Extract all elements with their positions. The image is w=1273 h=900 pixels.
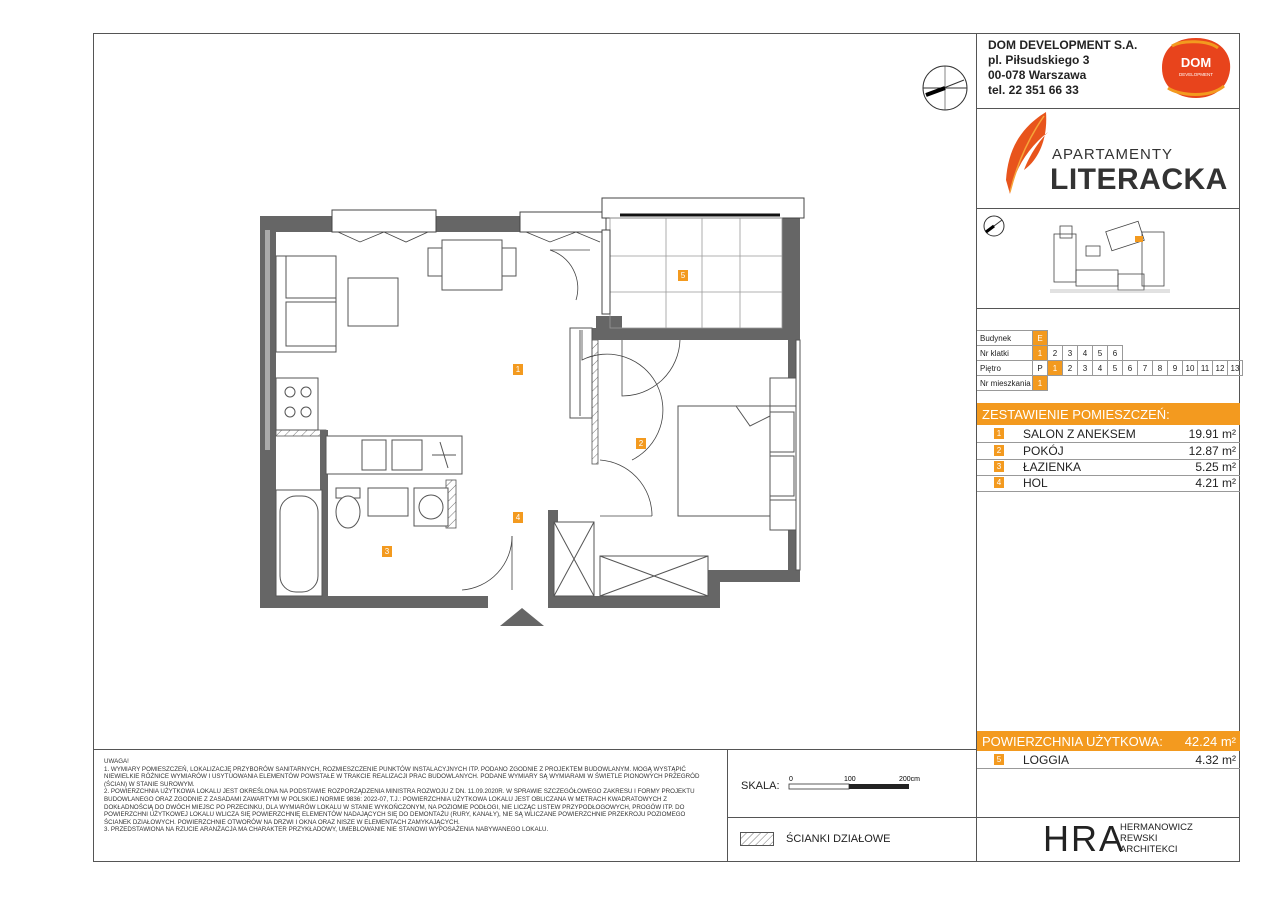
- info-table-empty-cell: [1213, 346, 1228, 361]
- dining-set: [428, 240, 516, 290]
- info-table-row: [977, 346, 1243, 361]
- project-title: LITERACKA: [1050, 163, 1228, 196]
- info-table-label: Nr klatki: [977, 346, 1033, 361]
- scale-tick-200: 200cm: [899, 776, 921, 783]
- legend-label: ŚCIANKI DZIAŁOWE: [786, 833, 891, 845]
- info-table-empty-cell: [1213, 376, 1228, 391]
- info-table-empty-cell: [1093, 331, 1108, 346]
- partition-legend-swatch: [740, 832, 774, 846]
- architect-line2: REWSKI: [1120, 833, 1158, 844]
- room-number: 4: [994, 477, 1004, 488]
- plan-label-room-3: 3: [382, 546, 392, 557]
- info-table-cell: 7: [1138, 361, 1153, 376]
- plan-label-room-5: 5: [678, 270, 688, 281]
- info-table-empty-cell: [1078, 331, 1093, 346]
- info-table-row: [977, 361, 1243, 376]
- info-table-cell: 13: [1228, 361, 1243, 376]
- info-table-empty-cell: [1168, 376, 1183, 391]
- info-table-empty-cell: [1153, 346, 1168, 361]
- info-table-row: [977, 331, 1243, 346]
- scale-label: SKALA:: [741, 780, 780, 792]
- info-table-cell: 6: [1123, 361, 1138, 376]
- room-area: 12.87 m²: [1188, 444, 1236, 458]
- key-plan: [980, 212, 1236, 304]
- info-table-cell: 2: [1063, 361, 1078, 376]
- info-table-cell: P: [1033, 361, 1048, 376]
- bed: [678, 378, 798, 530]
- info-table-empty-cell: [1108, 376, 1123, 391]
- info-table-empty-cell: [1153, 331, 1168, 346]
- architect-logo: HRA: [1043, 818, 1126, 859]
- compass-icon: [918, 62, 972, 114]
- info-table-empty-cell: [1198, 331, 1213, 346]
- room-name: HOL: [1023, 476, 1048, 490]
- info-table-cell: 3: [1063, 346, 1078, 361]
- divider-brand: [977, 208, 1240, 209]
- scale-bar: [786, 774, 926, 794]
- room-name: LOGGIA: [1023, 753, 1070, 767]
- info-table-empty-cell: [1078, 376, 1093, 391]
- sofa: [276, 256, 336, 352]
- loggia-floor: [610, 218, 782, 328]
- info-table-empty-cell: [1063, 331, 1078, 346]
- info-table-empty-cell: [1153, 376, 1168, 391]
- info-table-empty-cell: [1093, 376, 1108, 391]
- room-name: POKÓJ: [1023, 444, 1064, 458]
- room-number: 5: [994, 754, 1004, 765]
- info-table-cell: 1: [1033, 376, 1048, 391]
- note-item: 2. POWIERZCHNIA UŻYTKOWA LOKALU JEST OKREŚLONA NA PODSTAWIE ROZPORZĄDZENIA MINISTRA ROZWOJU Z DN. 11.09.2020R. W SPRAWIE SZCZEGÓŁOWEGO ZAKRESU I FORMY PROJEKTU BUDOWLANEGO ORAZ ZGODNIE Z ZASADAMI ZAWARTYMI W POLSKIEJ NORMIE 9836: 2022-07, T.J.: POWIERZCHNIA UŻYTKOWA LOKALU JEST OBLICZANA W METRACH KWADRATOWYCH Z DOKŁADNOŚCIĄ DO DWÓCH MIEJSC PO PRZECINKU, DLA WYMIARÓW LOKALU W STANIE WYKOŃCZONYM, NA POZIOMIE PODŁOGI, NIE LICZĄC LISTEW PRZYPODŁOGOWYCH, PROGÓW ITP. DO POWIERZCHNI UŻYTKOWEJ LOKALU WLICZA SIĘ POWIERZCHNIĘ ELEMENTÓW NADAJĄCYCH SIĘ DO DEMONTAŻU (RURY, KANAŁY), NIE SĄ WLICZANE POWIERZCHNIE PRZEKROJU POZIOMEGO ŚCIANEK DZIAŁOWYCH. POWIERZCHNIE OTWORÓW NA DRZWI I OKNA ORAZ NISZE W ELEMENTACH ZAMYKAJĄCYCH.: [104, 788, 695, 826]
- info-table-label: Piętro: [977, 361, 1033, 376]
- divider-scale: [727, 749, 728, 862]
- project-subtitle: APARTAMENTY: [1052, 146, 1174, 163]
- info-table-cell: 3: [1078, 361, 1093, 376]
- info-table-empty-cell: [1183, 331, 1198, 346]
- info-table-cell: 5: [1093, 346, 1108, 361]
- key-plan-compass-icon: [984, 216, 1004, 236]
- room-number: 1: [994, 428, 1004, 439]
- architect-line3: ARCHITEKCI: [1120, 844, 1178, 855]
- info-table-empty-cell: [1228, 376, 1243, 391]
- company-address1: pl. Piłsudskiego 3: [988, 53, 1090, 67]
- plan-label-room-4: 4: [513, 512, 523, 523]
- info-table-cell: 8: [1153, 361, 1168, 376]
- scale-tick-0: 0: [789, 776, 793, 783]
- room-number: 2: [994, 445, 1004, 456]
- info-table-empty-cell: [1123, 331, 1138, 346]
- floor-plan: [250, 190, 820, 630]
- divider-notes: [93, 749, 977, 750]
- room-row: [977, 426, 1240, 443]
- info-table-empty-cell: [1183, 346, 1198, 361]
- room-name: ŁAZIENKA: [1023, 460, 1082, 474]
- tv-stand: [570, 328, 592, 418]
- architect-line1: HERMANOWICZ: [1120, 822, 1193, 833]
- plan-label-room-2: 2: [636, 438, 646, 449]
- info-table-empty-cell: [1048, 376, 1063, 391]
- info-table-cell: 4: [1078, 346, 1093, 361]
- info-table-cell: 12: [1213, 361, 1228, 376]
- plan-label-room-1: 1: [513, 364, 523, 375]
- room-row: [977, 475, 1240, 492]
- info-table-empty-cell: [1108, 331, 1123, 346]
- company-name: DOM DEVELOPMENT S.A.: [988, 38, 1138, 52]
- room-name: SALON Z ANEKSEM: [1023, 427, 1136, 441]
- info-table-empty-cell: [1063, 376, 1078, 391]
- summary-header-label: ZESTAWIENIE POMIESZCZEŃ:: [982, 407, 1170, 422]
- info-table-empty-cell: [1123, 346, 1138, 361]
- wardrobes: [554, 522, 708, 596]
- coffee-table: [348, 278, 398, 326]
- dom-development-logo: [1158, 36, 1234, 100]
- company-address2: 00-078 Warszawa: [988, 68, 1087, 82]
- info-table-empty-cell: [1183, 376, 1198, 391]
- info-table-cell: 6: [1108, 346, 1123, 361]
- info-table-row: [977, 376, 1243, 391]
- info-table-empty-cell: [1138, 331, 1153, 346]
- usable-area-label: POWIERZCHNIA UŻYTKOWA:: [982, 734, 1163, 749]
- info-table-empty-cell: [1138, 346, 1153, 361]
- feather-icon: [1000, 110, 1054, 196]
- scale-tick-100: 100: [844, 776, 856, 783]
- info-table-cell: 11: [1198, 361, 1213, 376]
- divider-company: [977, 108, 1240, 109]
- room-row: [977, 443, 1240, 460]
- summary-header: [977, 403, 1240, 425]
- divider-keyplan: [977, 308, 1240, 309]
- info-table-cell: E: [1033, 331, 1048, 346]
- notes-block: [104, 758, 714, 834]
- kitchen: [276, 378, 462, 474]
- room-area: 4.32 m²: [1195, 753, 1236, 767]
- room-area: 19.91 m²: [1188, 427, 1236, 441]
- info-table-cell: 5: [1108, 361, 1123, 376]
- bathroom: [276, 488, 448, 596]
- info-table-empty-cell: [1228, 346, 1243, 361]
- room-area: 5.25 m²: [1195, 460, 1236, 474]
- info-table-empty-cell: [1198, 376, 1213, 391]
- divider-legend: [727, 817, 977, 818]
- info-table-cell: 1: [1048, 361, 1063, 376]
- info-table-empty-cell: [1138, 376, 1153, 391]
- info-table-empty-cell: [1213, 331, 1228, 346]
- company-phone: tel. 22 351 66 33: [988, 83, 1079, 97]
- info-table-empty-cell: [1168, 331, 1183, 346]
- info-table-empty-cell: [1168, 346, 1183, 361]
- note-item: 1. WYMIARY POMIESZCZEŃ, LOKALIZACJĘ PRZYBORÓW SANITARNYCH, ROZMIESZCZENIE PUNKTÓW INSTALACYJNYCH ITP. PODANO ZGODNIE Z PROJEKTEM BUDOWLANYM. MOGĄ WYSTĄPIĆ NIEWIELKIE RÓŻNICE WYMIARÓW I USYTUOWANIA ELEMENTÓW POWSTAŁE W TRAKCIE REALIZACJI PRAC BUDOWLANYCH. PODANE WYMIARY SĄ WYMIARAMI W ŚWIETLE PIONOWYCH PRZEGRÓD (ŚCIAN) W STANIE SUROWYM.: [104, 765, 700, 788]
- info-table-cell: 2: [1048, 346, 1063, 361]
- room-row: [977, 459, 1240, 476]
- info-table-cell: 1: [1033, 346, 1048, 361]
- info-table-label: Budynek: [977, 331, 1033, 346]
- info-table-empty-cell: [1123, 376, 1138, 391]
- info-table-empty-cell: [1228, 331, 1243, 346]
- entrance-arrow-icon: [500, 608, 544, 626]
- notes-title: UWAGA!: [104, 758, 129, 765]
- info-table-empty-cell: [1198, 346, 1213, 361]
- room-area: 4.21 m²: [1195, 476, 1236, 490]
- info-table-cell: 9: [1168, 361, 1183, 376]
- apartment-info-table: [977, 330, 1243, 391]
- architect-name: [1120, 822, 1193, 855]
- info-table-empty-cell: [1048, 331, 1063, 346]
- note-item: 3. PRZEDSTAWIONA NA RZUCIE ARANŻACJA MA CHARAKTER PRZYKŁADOWY, UMEBLOWANIE NIE STANOWI WYPOSAŻENIA NABYWANEGO LOKALU.: [104, 826, 549, 834]
- company-info: [988, 38, 1137, 98]
- info-table-cell: 4: [1093, 361, 1108, 376]
- logo-text-1: DOM: [1180, 55, 1212, 70]
- room-number: 3: [994, 461, 1004, 472]
- usable-area-value: 42.24 m²: [1184, 734, 1236, 749]
- logo-text-2: DEVELOPMENT: [1178, 72, 1214, 77]
- info-table-cell: 10: [1183, 361, 1198, 376]
- loggia-row: [977, 752, 1240, 769]
- usable-area-bar: [977, 731, 1240, 751]
- info-table-label: Nr mieszkania: [977, 376, 1033, 391]
